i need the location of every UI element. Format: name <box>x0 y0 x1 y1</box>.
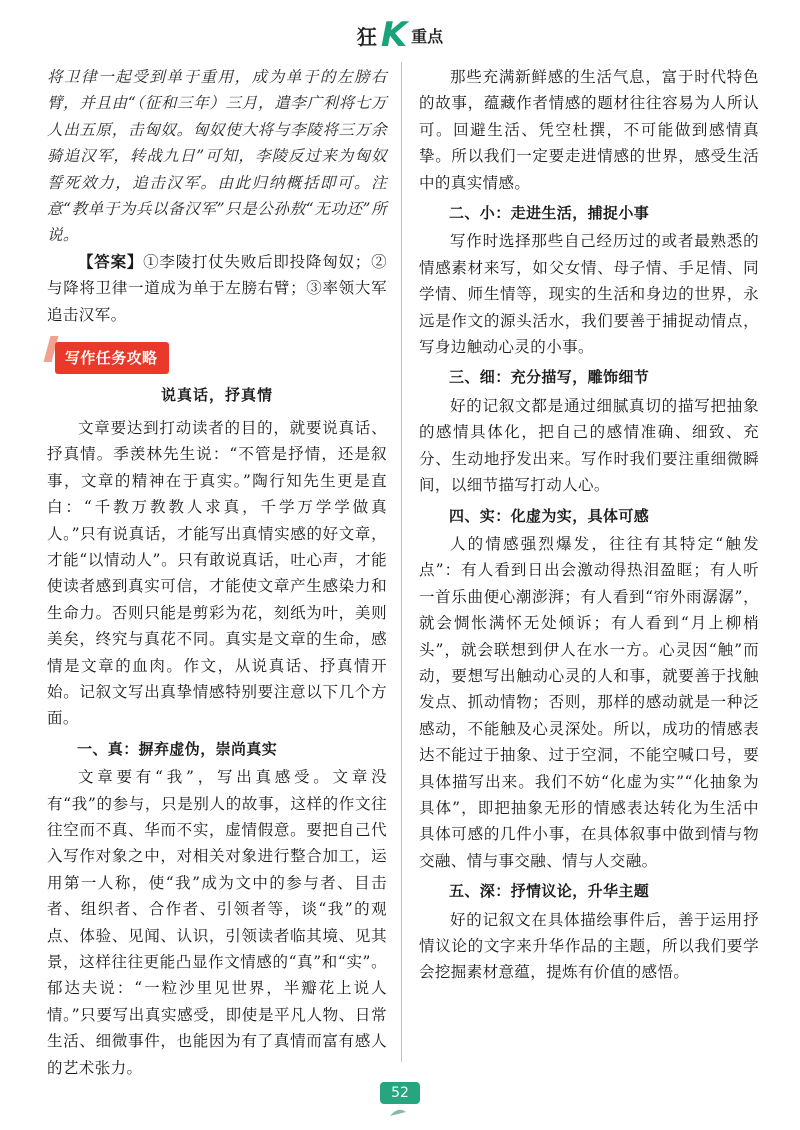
section-subtitle: 说真话，抒真情 <box>160 386 273 405</box>
page-header <box>0 0 800 60</box>
paragraph-0: 那些充满新鲜感的生活气息，富于时代特色的故事，蕴藏作者情感的题材往往容易为人所认可。回避生活、凭空杜撰，不可能做到感情真挚。所以我们一定要走进情感的世界，感受生活中的真实情感。 <box>419 68 759 192</box>
column-divider <box>401 62 402 1062</box>
paragraph-5: 好的记叙文在具体描绘事件后，善于运用抒情议论的文字来升华作品的主题，所以我们要学会挖掘素材意蕴，提炼有价值的感悟。 <box>419 910 759 982</box>
section-badge: 写作任务攻略 <box>55 342 169 374</box>
logo-text-2: 重点 <box>411 26 444 46</box>
page-number: 52 <box>380 1082 420 1104</box>
paragraph-1: 文章要有“我”，写出真感受。文章没有“我”的参与，只是别人的故事，这样的作文往往空而不真、华而不实，虚情假意。要把自己代入写作对象之中，对相关对象进行整合加工，运用第一人称，使“我”成为文中的参与者、目击者、组织者、合作者、引领者等，谈“我”的观点、体验、见闻、认识，引领读者临其境、见其景，这样往往更能凸显作文情感的“真”和“实”。郁达夫说：“一粒沙里见世界，半瓣花上说人情。”只要写出真实感受，即使是平凡人物、日常生活、细微事件，也能因为有了真情而富有感人的艺术张力。 <box>47 768 387 1077</box>
paragraph-2: 写作时选择那些自己经历过的或者最熟悉的情感素材来写，如父女情、母子情、手足情、同学情、师生情等，现实的生活和身边的世界，永远是作文的源头活水，我们要善于捕捉动情点，写身边触动心灵的小事。 <box>419 232 759 357</box>
heading-1: 一、真：摒弃虚伪，崇尚真实 <box>77 739 278 758</box>
paragraph-4: 人的情感强烈爆发，往往有其特定“触发点”：有人看到日出会激动得热泪盈眶；有人听一首乐曲便心潮澎湃；有人看到“帘外雨潺潺”，就会惆怅满怀无处倾诉；有人看到“月上柳梢头”，就会联想到伊人在水一方。心灵因“触”而动，要想写出触动心灵的人和事，就要善于找触发点、抓动情物；否则，那样的感动就是一种泛感动，不能触及心灵深处。所以，成功的情感表达不能过于抽象、过于空洞，不能空喊口号，要具体描写出来。我们不妨“化虚为实”“化抽象为具体”，即把抽象无形的情感表达转化为生活中具体可感的几件小事，在具体叙事中做到情与物交融、情与事交融、情与人交融。 <box>419 534 759 870</box>
logo-text-1: 狂 <box>356 24 377 49</box>
right-column <box>419 64 759 986</box>
intro-paragraph: 文章要达到打动读者的目的，就要说真话、抒真情。季羡林先生说：“不管是抒情，还是叙事，文章的精神在于真实。”陶行知先生更是直白：“千教万教教人求真，千学万学学做真人。”只有说真话，才能写出真情实感的好文章，才能“以情动人”。只有敢说真话，吐心声，才能使读者感到真实可信，才能使文章产生感染力和生命力。否则只能是剪彩为花，刻纸为叶，美则美矣，终究与真花不同。真实是文章的生命，感情是文章的血肉。作文，从说真话、抒真情开始。记叙文写出真挚情感特别要注意以下几个方面。 <box>47 418 387 728</box>
heading-5: 五、深：抒情议论，升华主题 <box>449 882 650 901</box>
logo-k-mark: K <box>380 15 408 55</box>
heading-2: 二、小：走进生活，捕捉小事 <box>449 204 650 223</box>
heading-3: 三、细：充分描写，雕饰细节 <box>449 368 650 387</box>
paragraph-3: 好的记叙文都是通过细腻真切的描写把抽象的感情具体化，把自己的感情准确、细致、充分、生动地抒发出来。写作时我们要注重细微瞬间，以细节描写打动人心。 <box>419 396 759 495</box>
heading-4: 四、实：化虚为实，具体可感 <box>449 506 650 525</box>
leaf-icon <box>388 1108 408 1118</box>
answer-text: ①李陵打仗失败后即投降匈奴；②与降将卫律一道成为单于左膀右臂；③率领大军追击汉军。 <box>47 252 387 324</box>
left-column <box>47 64 387 1081</box>
answer-paragraph <box>47 249 387 328</box>
analysis-note: 将卫律一起受到单于重用，成为单于的左膀右臂，并且由“（征和三年）三月，遣李广利将七万人出五原，击匈奴。匈奴使大将与李陵将三万余骑追汉军，转战九日”可知，李陵反过来为匈奴誓死效力，追击汉军。由此归纳概括即可。注意“教单于为兵以备汉军”只是公孙敖“无功还”所说。 <box>47 68 387 245</box>
answer-label: 【答案】 <box>78 251 144 271</box>
section-badge-wrap <box>47 328 387 380</box>
brand-logo <box>330 15 470 55</box>
